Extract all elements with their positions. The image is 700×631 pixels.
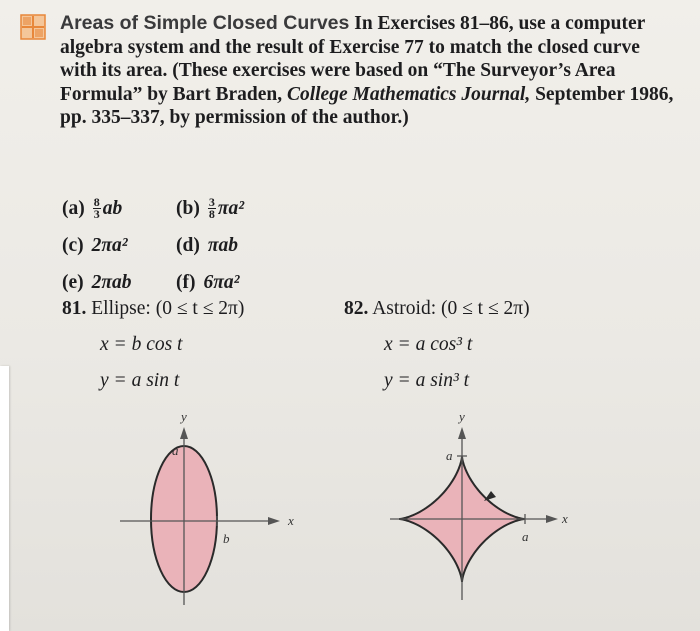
mark-a: a [172,443,179,458]
fraction: $\frac{3}{8}$ [208,195,215,221]
journal-name: College Mathematics Journal, [286,83,531,105]
mark-a-y: a [446,448,453,463]
exercise-81-eq-y: y = a sin t [100,370,180,391]
x-axis-label: x [562,511,568,526]
x-axis-label: x [288,513,294,528]
y-axis-label: y [459,409,465,424]
section-heading: Areas of Simple Closed Curves [60,12,350,34]
choice-d: (d) πab [176,234,238,256]
choice-row [62,190,288,227]
mark-a-x: a [522,529,529,544]
left-edge-strip [0,366,9,631]
mark-b: b [223,531,230,546]
y-axis-arrow [458,427,466,439]
fraction: $\frac{8}{3}$ [93,195,100,221]
y-axis-label: y [181,409,187,424]
answer-choices [62,190,288,301]
exercise-82-title: 82. Astroid: (0 ≤ t ≤ 2π) [344,298,530,319]
exercise-82-eq-x: x = a cos³ t [384,334,473,355]
choice-row [62,227,288,264]
choice-c: (c) 2πa² [62,234,128,256]
exercise-81-title: 81. Ellipse: (0 ≤ t ≤ 2π) [62,298,245,319]
exercise-intro [60,12,680,130]
exercise-82-eq-y: y = a sin³ t [384,370,470,391]
choice-f: (f) 6πa² [176,271,240,293]
x-axis-arrow [546,515,558,523]
astroid-graph [390,405,590,605]
intro-text: In Exercises 81–86, use a computer algebra system and the result of Exercise 77 to match the closed curve with its area. (These exercises were based on “The Surveyor’s Area Formula” by Bart Braden, [60,13,645,105]
cas-icon [20,14,46,40]
y-axis-arrow [180,427,188,439]
choice-a: (a) $\frac{8}{3}$ ab [62,195,123,221]
choice-row [62,264,288,301]
ellipse-graph [120,405,320,615]
direction-arrow [484,491,496,501]
choice-e: (e) 2πab [62,271,132,293]
choice-b: (b) $\frac{3}{8}$ πa² [176,195,245,221]
exercise-81-eq-x: x = b cos t [100,334,183,355]
intro-tail: September 1986, pp. 335–337, by permission of the author.) [60,83,674,129]
x-axis-arrow [268,517,280,525]
